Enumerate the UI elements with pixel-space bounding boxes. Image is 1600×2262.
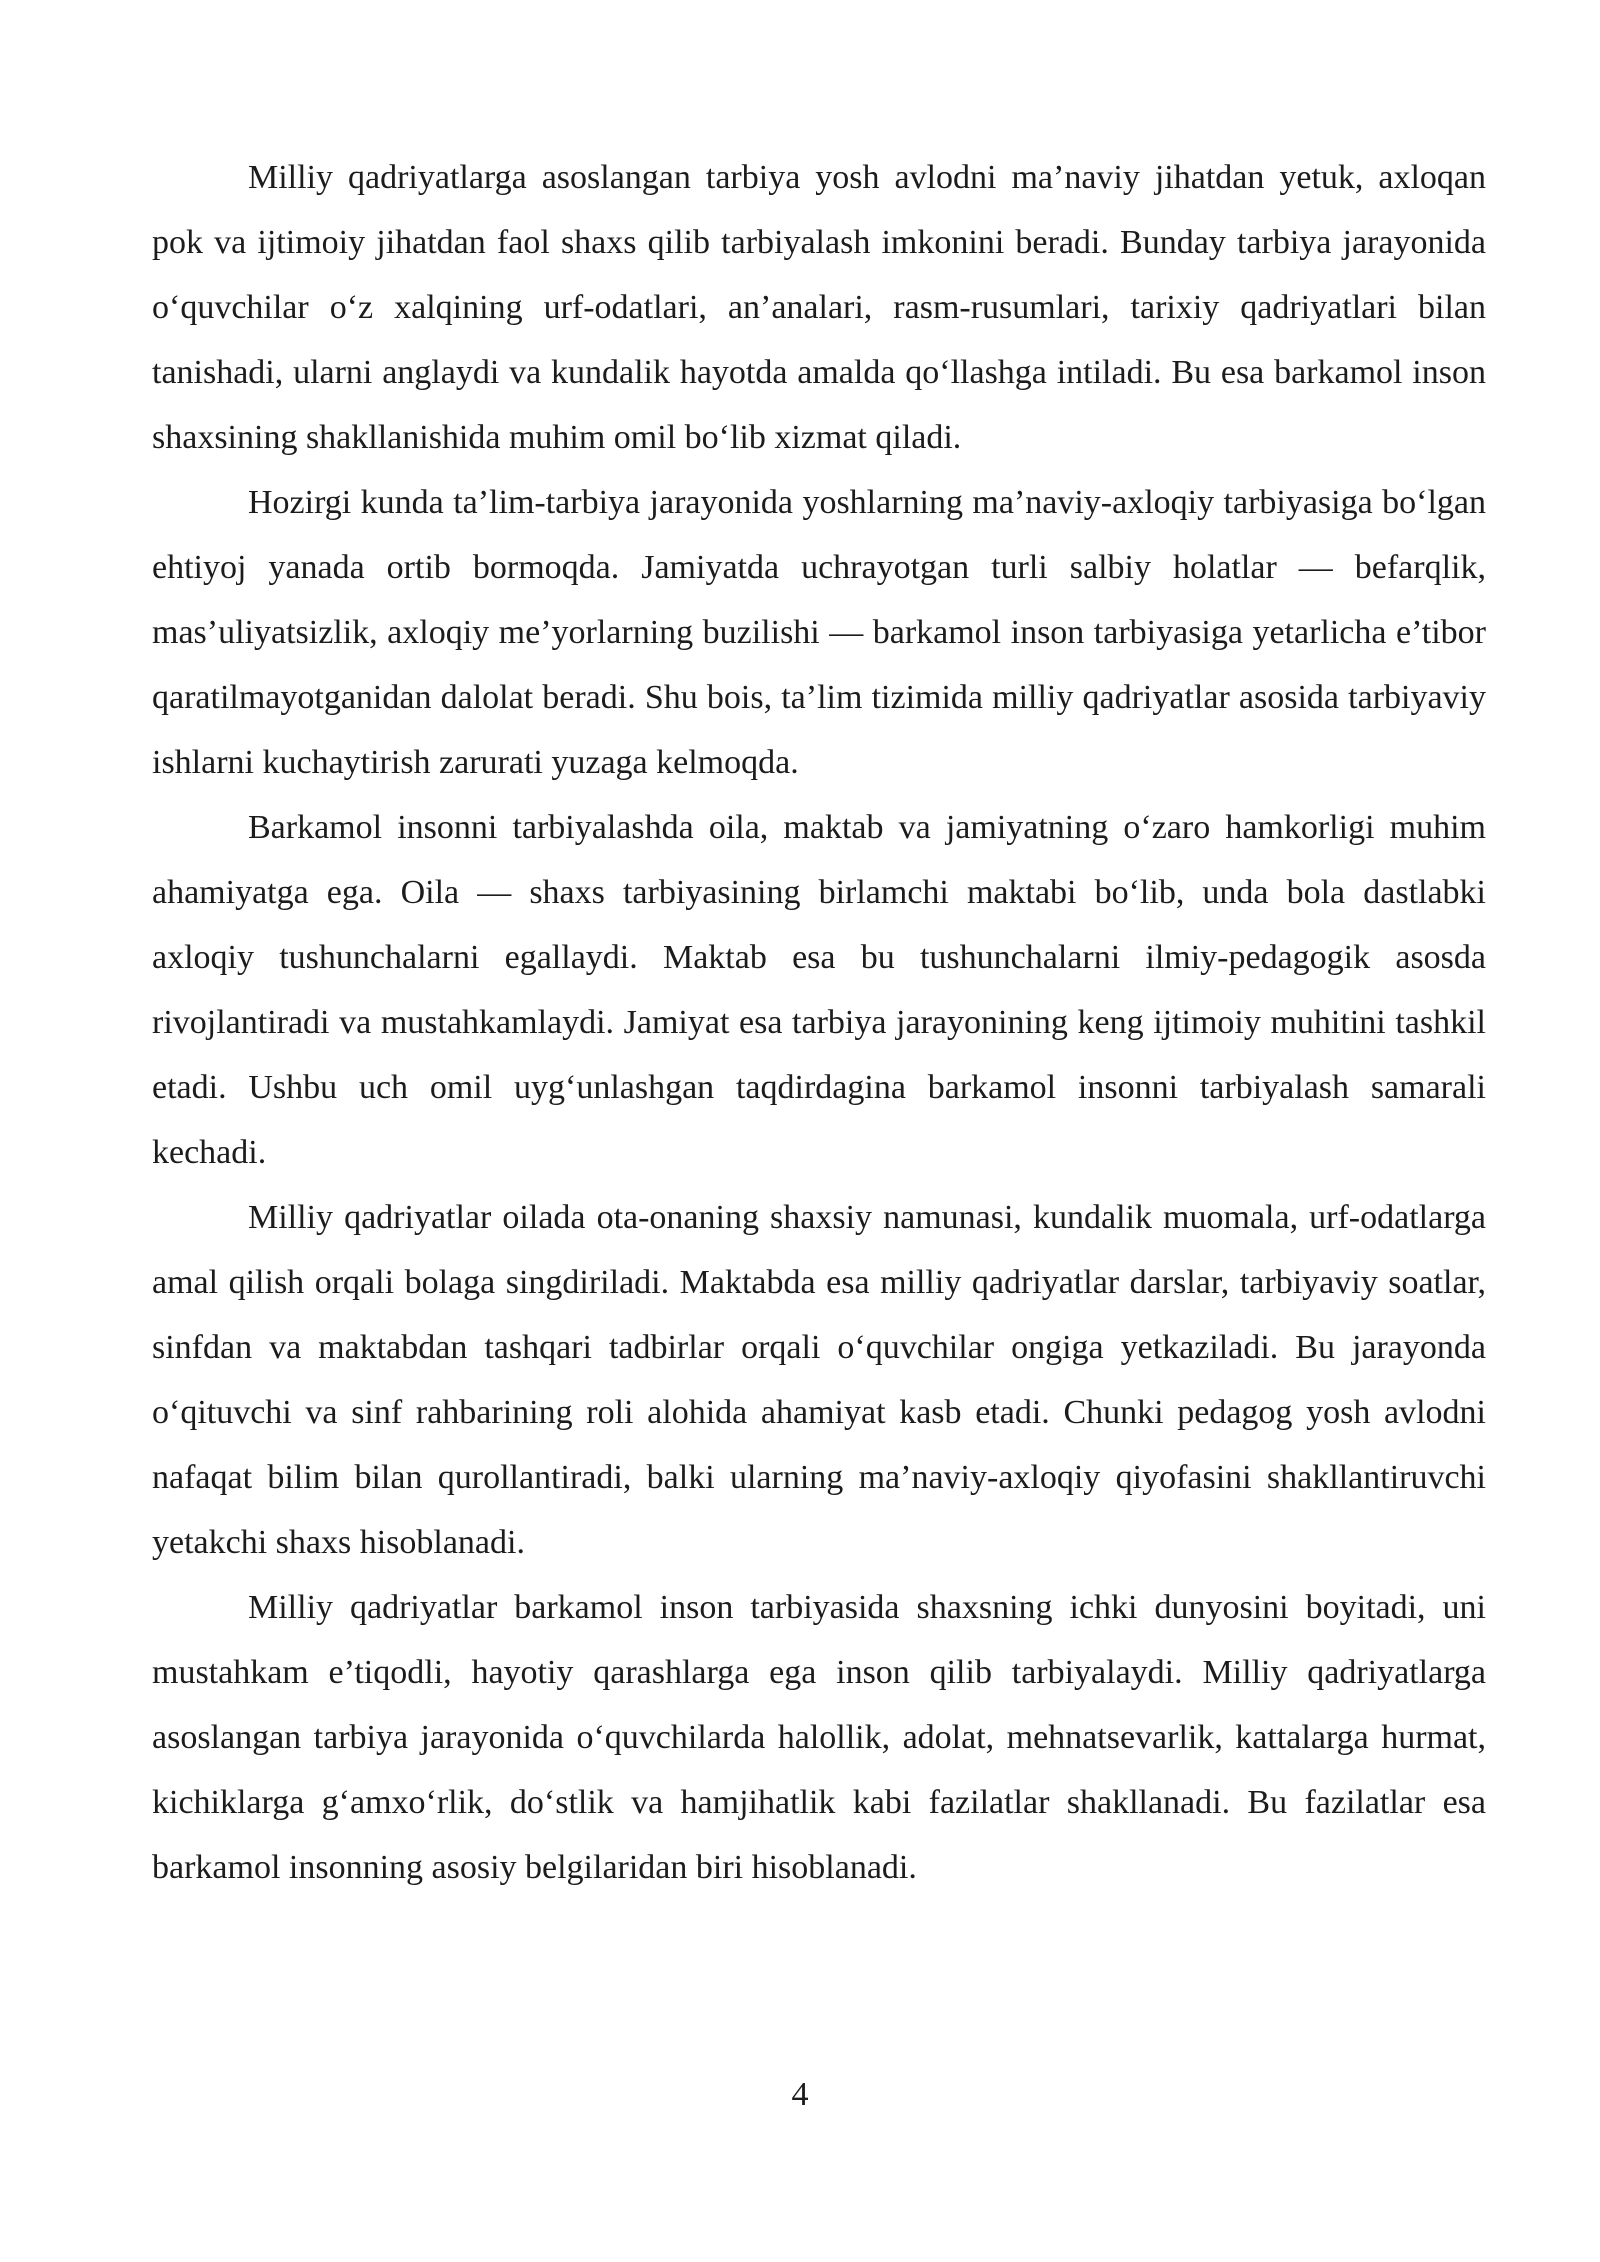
paragraph-2: Hozirgi kunda ta’lim-tarbiya jarayonida yoshlarning ma’naviy-axloqiy tarbiyasiga bo‘lgan ehtiyoj yanada ortib bormoqda. Jamiyatda uchrayotgan turli salbiy holatlar — befarqlik, mas’uliyatsizlik, axloqiy me’yorlarning buzilishi — barkamol inson tarbiyasiga yetarlicha e’tibor qaratilmayotganidan dalolat beradi. Shu bois, ta’lim tizimida milliy qadriyatlar asosida tarbiyaviy ishlarni kuchaytirish zarurati yuzaga kelmoqda.: [152, 484, 1486, 781]
paragraph-4: Milliy qadriyatlar oilada ota-onaning shaxsiy namunasi, kundalik muomala, urf-odatlarga amal qilish orqali bolaga singdiriladi. Maktabda esa milliy qadriyatlar darslar, tarbiyaviy soatlar, sinfdan va maktabdan tashqari tadbirlar orqali o‘quvchilar ongiga yetkaziladi. Bu jarayonda o‘qituvchi va sinf rahbarining roli alohida ahamiyat kasb etadi. Chunki pedagog yosh avlodni nafaqat bilim bilan qurollantiradi, balki ularning ma’naviy-axloqiy qiyofasini shakllantiruvchi yetakchi shaxs hisoblanadi.: [152, 1199, 1486, 1561]
paragraph-1: Milliy qadriyatlarga asoslangan tarbiya yosh avlodni ma’naviy jihatdan yetuk, axloqan pok va ijtimoiy jihatdan faol shaxs qilib tarbiyalash imkonini beradi. Bunday tarbiya jarayonida o‘quvchilar o‘z xalqining urf-odatlari, an’analari, rasm-rusumlari, tarixiy qadriyatlari bilan tanishadi, ularni anglaydi va kundalik hayotda amalda qo‘llashga intiladi. Bu esa barkamol inson shaxsining shakllanishida muhim omil bo‘lib xizmat qiladi.: [152, 159, 1486, 456]
page-number: 4: [791, 2076, 809, 2113]
paragraph-3: Barkamol insonni tarbiyalashda oila, maktab va jamiyatning o‘zaro hamkorligi muhim ahamiyatga ega. Oila — shaxs tarbiyasining birlamchi maktabi bo‘lib, unda bola dastlabki axloqiy tushunchalarni egallaydi. Maktab esa bu tushunchalarni ilmiy-pedagogik asosda rivojlantiradi va mustahkamlaydi. Jamiyat esa tarbiya jarayonining keng ijtimoiy muhitini tashkil etadi. Ushbu uch omil uyg‘unlashgan taqdirdagina barkamol insonni tarbiyalash samarali kechadi.: [152, 809, 1486, 1171]
paragraph-5: Milliy qadriyatlar barkamol inson tarbiyasida shaxsning ichki dunyosini boyitadi, uni mustahkam e’tiqodli, hayotiy qarashlarga ega inson qilib tarbiyalaydi. Milliy qadriyatlarga asoslangan tarbiya jarayonida o‘quvchilarda halollik, adolat, mehnatsevarlik, kattalarga hurmat, kichiklarga g‘amxo‘rlik, do‘stlik va hamjihatlik kabi fazilatlar shakllanadi. Bu fazilatlar esa barkamol insonning asosiy belgilaridan biri hisoblanadi.: [152, 1589, 1486, 1886]
body-text: [152, 145, 1486, 1900]
